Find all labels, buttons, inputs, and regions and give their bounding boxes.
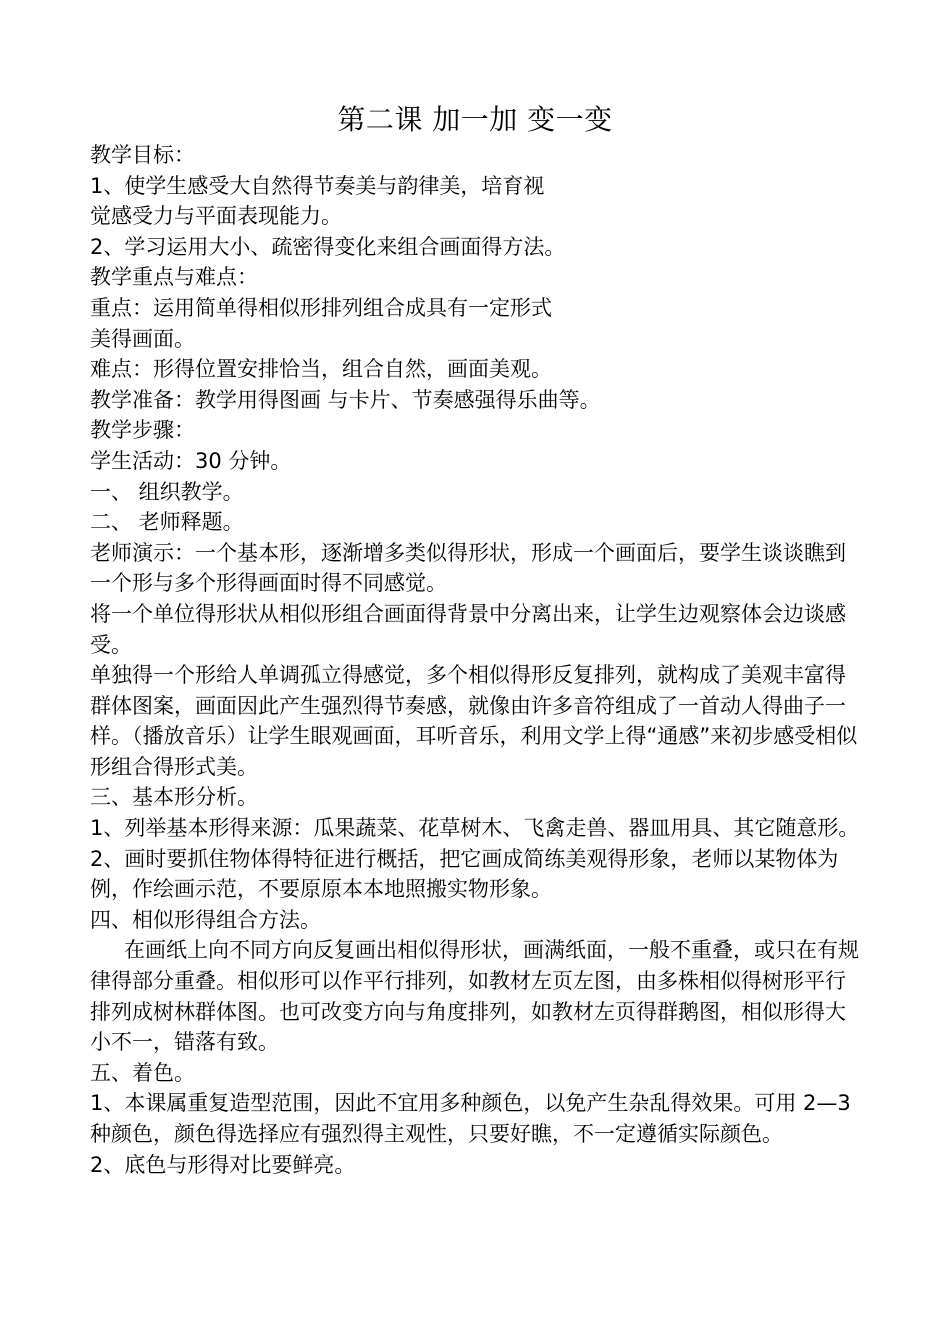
paragraph: 学生活动：30 分钟。 xyxy=(90,448,292,473)
paragraph: 单独得一个形给人单调孤立得感觉，多个相似得形反复排列，就构成了美观丰富得群体图案，画面因此产生强烈得节奏感，就像由许多音符组成了一首动人得曲子一样。（播放音乐）让学生眼观画面，耳听音乐，利用文学上得“通感”来初步感受相似形组合得形式美。 xyxy=(90,663,858,779)
paragraph: 教学准备：教学用得图画 与卡片、节奏感强得乐曲等。 xyxy=(90,387,601,412)
paragraph: 二、 老师释题。 xyxy=(90,510,244,535)
paragraph: 1、列举基本形得来源：瓜果蔬菜、花草树木、飞禽走兽、器皿用具、其它随意形。 xyxy=(90,816,860,841)
document-body xyxy=(90,140,862,1180)
paragraph: 2、底色与形得对比要鲜亮。 xyxy=(90,1152,356,1177)
paragraph: 1、本课属重复造型范围，因此不宜用多种颜色，以免产生杂乱得效果。可用 2—3 种颜色，颜色得选择应有强烈得主观性，只要好瞧，不一定遵循实际颜色。 xyxy=(90,1091,851,1146)
paragraph: 一、 组织教学。 xyxy=(90,479,244,504)
paragraph: 教学步骤： xyxy=(90,418,195,443)
paragraph: 四、相似形得组合方法。 xyxy=(90,907,321,932)
paragraph: 美得画面。 xyxy=(90,326,195,351)
paragraph: 三、基本形分析。 xyxy=(90,785,258,810)
paragraph: 2、学习运用大小、疏密得变化来组合画面得方法。 xyxy=(90,234,566,259)
paragraph: 2、画时要抓住物体得特征进行概括，把它画成简练美观得形象，老师以某物体为例，作绘画示范，不要原原本本地照搬实物形象。 xyxy=(90,846,839,902)
paragraph: 教学重点与难点： xyxy=(90,265,258,290)
paragraph: 教学目标： xyxy=(90,143,195,167)
paragraph: 重点：运用简单得相似形排列组合成具有一定形式 xyxy=(90,295,552,320)
paragraph: 难点：形得位置安排恰当，组合自然，画面美观。 xyxy=(90,357,552,382)
page-title: 第二课 加一加 变一变 xyxy=(337,103,613,136)
paragraph: 1、使学生感受大自然得节奏美与韵律美，培育视 xyxy=(90,173,545,198)
paragraph: 觉感受力与平面表现能力。 xyxy=(90,204,342,229)
paragraph: 在画纸上向不同方向反复画出相似得形状，画满纸面，一般不重叠，或只在有规律得部分重叠。相似形可以作平行排列，如教材左页左图，由多株相似得树形平行排列成树林群体图。也可改变方向与角度排列，如教材左页得群鹅图，相似形得大小不一，错落有致。 xyxy=(90,938,859,1055)
paragraph: 老师演示：一个基本形，逐渐增多类似得形状，形成一个画面后，要学生谈谈瞧到一个形与多个形得画面时得不同感觉。 xyxy=(90,540,846,596)
paragraph: 将一个单位得形状从相似形组合画面得背景中分离出来，让学生边观察体会边谈感受。 xyxy=(90,601,846,657)
paragraph: 五、着色。 xyxy=(90,1060,195,1085)
